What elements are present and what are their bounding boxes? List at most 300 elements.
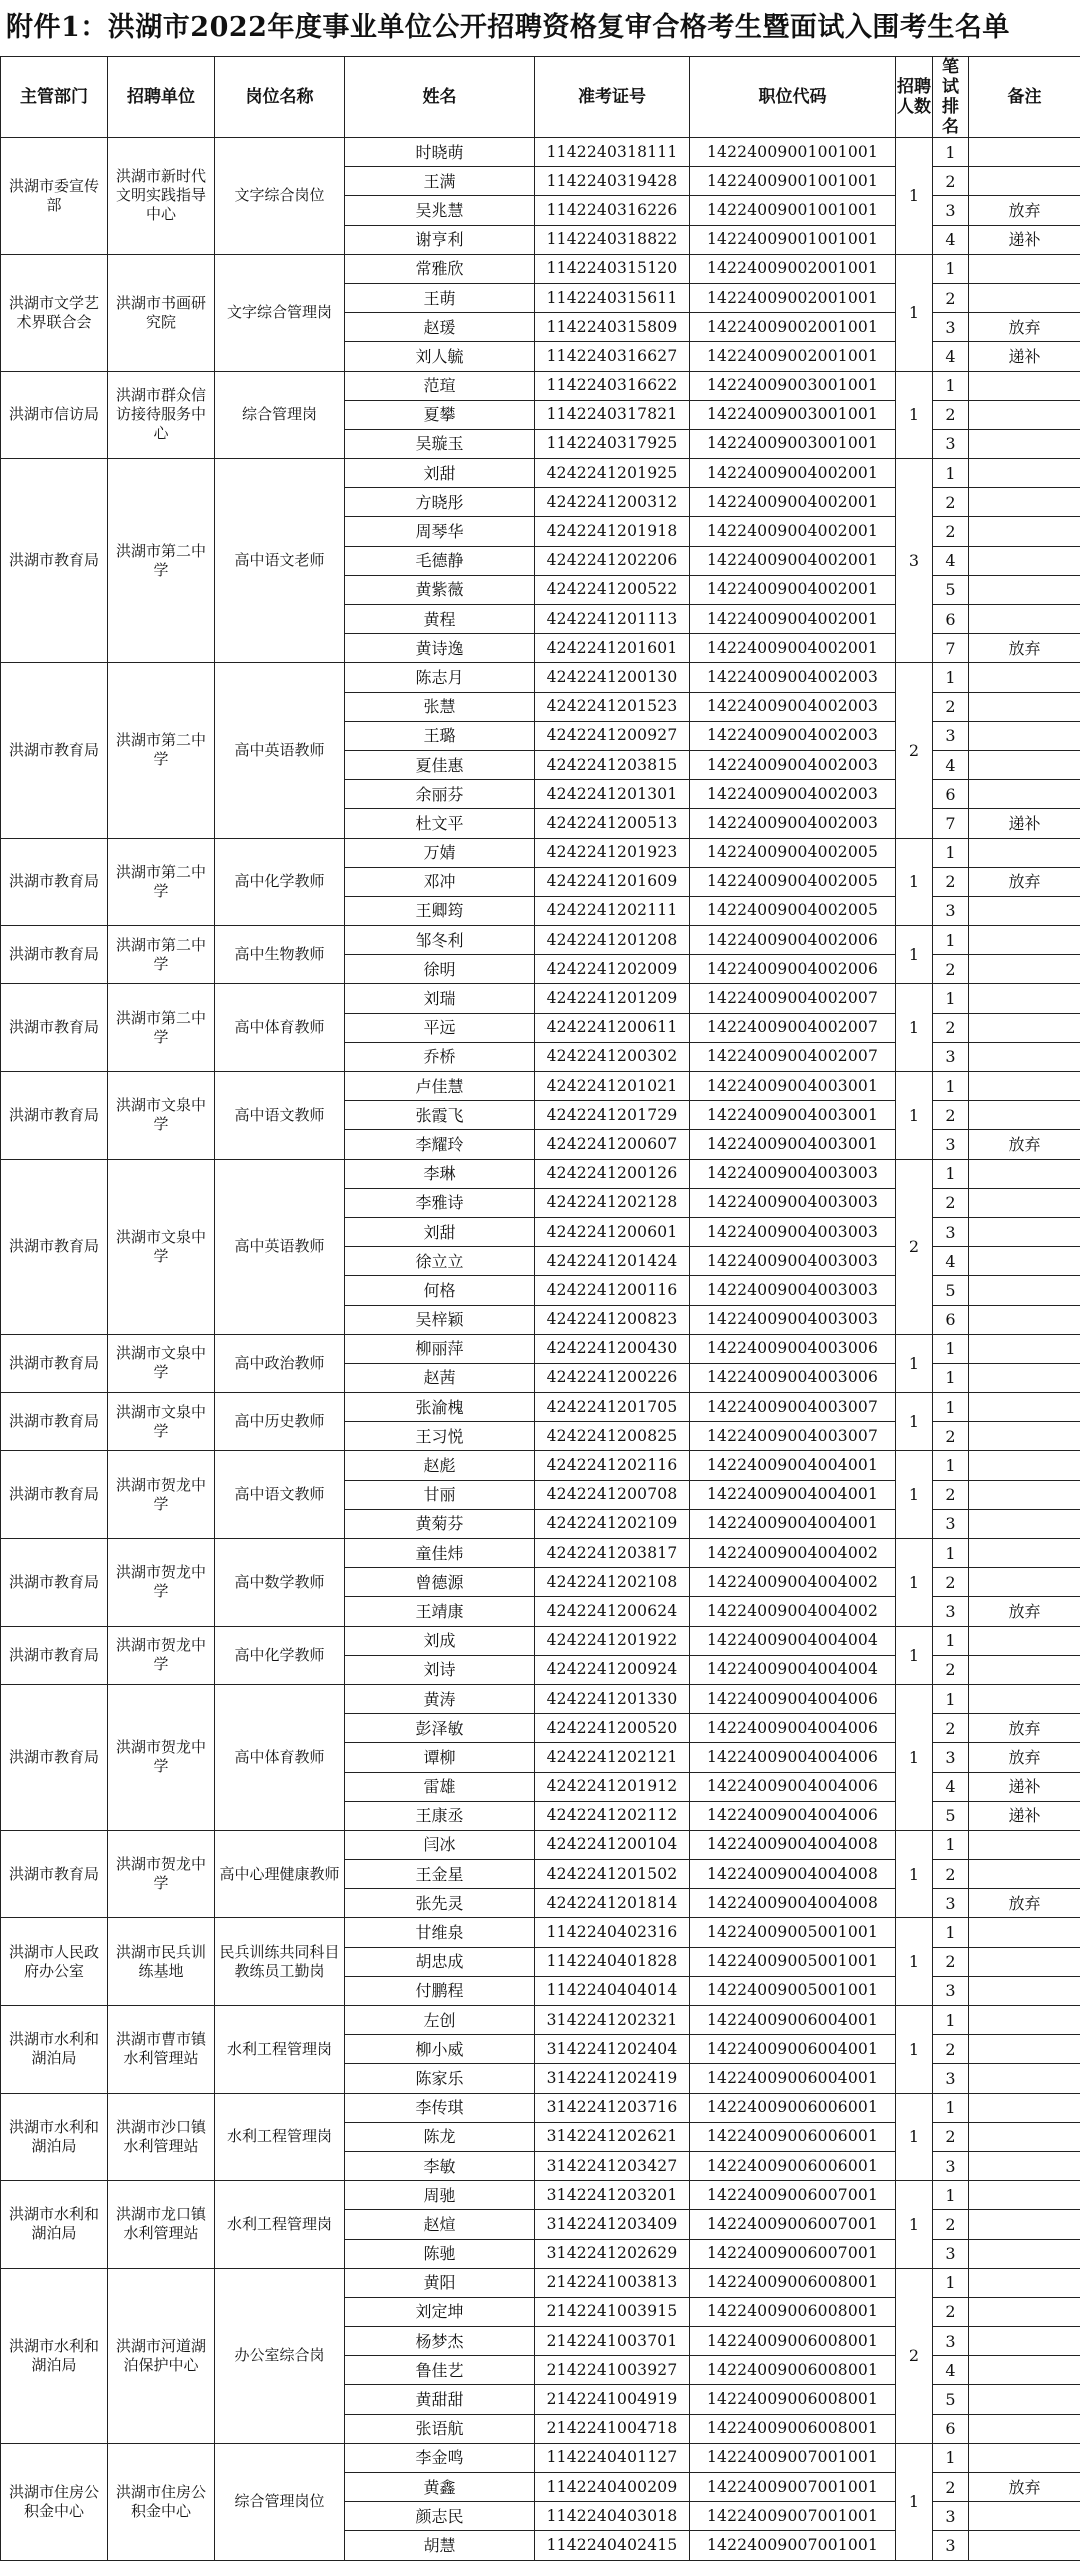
exam-id-cell: 4242241200601 (535, 1217, 690, 1246)
exam-id-cell: 1142240315809 (535, 313, 690, 342)
name-cell: 闫冰 (345, 1830, 535, 1859)
rank-cell: 7 (933, 634, 969, 663)
note-cell (969, 1247, 1080, 1276)
unit-cell: 洪湖市书画研究院 (108, 254, 215, 371)
exam-id-cell: 4242241201523 (535, 692, 690, 721)
name-cell: 刘诗 (345, 1655, 535, 1684)
note-cell: 递补 (969, 809, 1080, 838)
note-cell: 放弃 (969, 1743, 1080, 1772)
position-code-cell: 14224009006006001 (690, 2093, 896, 2122)
name-cell: 王卿筠 (345, 896, 535, 925)
position-code-cell: 14224009002001001 (690, 254, 896, 283)
note-cell (969, 2210, 1080, 2239)
unit-cell: 洪湖市贺龙中学 (108, 1451, 215, 1539)
name-cell: 王金星 (345, 1860, 535, 1889)
name-cell: 张渝槐 (345, 1393, 535, 1422)
note-cell (969, 984, 1080, 1013)
rank-cell: 5 (933, 1801, 969, 1830)
position-code-cell: 14224009006006001 (690, 2151, 896, 2180)
position-code-cell: 14224009003001001 (690, 429, 896, 458)
post-cell: 水利工程管理岗 (215, 2181, 345, 2269)
name-cell: 王萌 (345, 283, 535, 312)
rank-cell: 3 (933, 1597, 969, 1626)
name-cell: 李金鸣 (345, 2443, 535, 2472)
dept-cell: 洪湖市教育局 (1, 1451, 108, 1539)
note-cell: 放弃 (969, 2473, 1080, 2502)
quota-cell: 1 (896, 1072, 933, 1160)
rank-cell: 1 (933, 459, 969, 488)
exam-id-cell: 4242241202116 (535, 1451, 690, 1480)
position-code-cell: 14224009004002001 (690, 605, 896, 634)
unit-cell: 洪湖市第二中学 (108, 984, 215, 1072)
table-row (1, 2181, 1080, 2210)
position-code-cell: 14224009006008001 (690, 2297, 896, 2326)
name-cell: 黄诗逸 (345, 634, 535, 663)
note-cell (969, 1509, 1080, 1538)
name-cell: 陈龙 (345, 2122, 535, 2151)
exam-id-cell: 4242241200126 (535, 1159, 690, 1188)
unit-cell: 洪湖市文泉中学 (108, 1072, 215, 1160)
exam-id-cell: 1142240401828 (535, 1947, 690, 1976)
exam-id-cell: 4242241202108 (535, 1568, 690, 1597)
dept-cell: 洪湖市水利和湖泊局 (1, 2268, 108, 2443)
note-cell (969, 1976, 1080, 2005)
position-code-cell: 14224009007001001 (690, 2443, 896, 2472)
rank-cell: 5 (933, 1276, 969, 1305)
exam-id-cell: 4242241202111 (535, 896, 690, 925)
name-cell: 胡忠成 (345, 1947, 535, 1976)
note-cell: 放弃 (969, 196, 1080, 225)
position-code-cell: 14224009004003001 (690, 1101, 896, 1130)
position-code-cell: 14224009004004004 (690, 1626, 896, 1655)
exam-id-cell: 1142240402415 (535, 2531, 690, 2560)
unit-cell: 洪湖市群众信访接待服务中心 (108, 371, 215, 459)
name-cell: 黄鑫 (345, 2473, 535, 2502)
position-code-cell: 14224009005001001 (690, 1918, 896, 1947)
note-cell (969, 1947, 1080, 1976)
rank-cell: 1 (933, 1159, 969, 1188)
position-code-cell: 14224009004002003 (690, 721, 896, 750)
name-cell: 范瑄 (345, 371, 535, 400)
position-code-cell: 14224009005001001 (690, 1976, 896, 2005)
name-cell: 柳丽萍 (345, 1334, 535, 1363)
position-code-cell: 14224009001001001 (690, 225, 896, 254)
post-cell: 高中化学教师 (215, 838, 345, 926)
name-cell: 王满 (345, 167, 535, 196)
exam-id-cell: 3142241203427 (535, 2151, 690, 2180)
note-cell (969, 896, 1080, 925)
note-cell: 放弃 (969, 1714, 1080, 1743)
post-cell: 高中心理健康教师 (215, 1830, 345, 1918)
dept-cell: 洪湖市教育局 (1, 663, 108, 838)
position-code-cell: 14224009006007001 (690, 2210, 896, 2239)
name-cell: 刘甜 (345, 459, 535, 488)
dept-cell: 洪湖市教育局 (1, 984, 108, 1072)
name-cell: 周驰 (345, 2181, 535, 2210)
post-cell: 民兵训练共同科目教练员工勤岗 (215, 1918, 345, 2006)
rank-cell: 2 (933, 692, 969, 721)
note-cell (969, 429, 1080, 458)
position-code-cell: 14224009004003003 (690, 1159, 896, 1188)
exam-id-cell: 4242241201922 (535, 1626, 690, 1655)
rank-cell: 7 (933, 809, 969, 838)
dept-cell: 洪湖市教育局 (1, 459, 108, 663)
dept-cell: 洪湖市信访局 (1, 371, 108, 459)
quota-cell: 1 (896, 2181, 933, 2269)
name-cell: 余丽芬 (345, 780, 535, 809)
position-code-cell: 14224009004003003 (690, 1217, 896, 1246)
dept-cell: 洪湖市人民政府办公室 (1, 1918, 108, 2006)
position-code-cell: 14224009004002001 (690, 575, 896, 604)
page-title: 附件1：洪湖市2022年度事业单位公开招聘资格复审合格考生暨面试入围考生名单 (0, 0, 1080, 56)
position-code-cell: 14224009005001001 (690, 1947, 896, 1976)
position-code-cell: 14224009007001001 (690, 2531, 896, 2560)
name-cell: 王璐 (345, 721, 535, 750)
name-cell: 赵瑗 (345, 313, 535, 342)
unit-cell: 洪湖市新时代文明实践指导中心 (108, 138, 215, 255)
name-cell: 吴梓颖 (345, 1305, 535, 1334)
dept-cell: 洪湖市教育局 (1, 1072, 108, 1160)
position-code-cell: 14224009006004001 (690, 2006, 896, 2035)
name-cell: 甘维泉 (345, 1918, 535, 1947)
quota-cell: 1 (896, 1918, 933, 2006)
position-code-cell: 14224009004004001 (690, 1480, 896, 1509)
unit-cell: 洪湖市第二中学 (108, 926, 215, 984)
note-cell: 递补 (969, 1801, 1080, 1830)
exam-id-cell: 1142240402316 (535, 1918, 690, 1947)
exam-id-cell: 4242241200823 (535, 1305, 690, 1334)
exam-id-cell: 2142241004919 (535, 2385, 690, 2414)
note-cell (969, 2327, 1080, 2356)
unit-cell: 洪湖市贺龙中学 (108, 1539, 215, 1627)
rank-cell: 1 (933, 1393, 969, 1422)
table-row (1, 1159, 1080, 1188)
name-cell: 赵彪 (345, 1451, 535, 1480)
name-cell: 周琴华 (345, 517, 535, 546)
quota-cell: 1 (896, 138, 933, 255)
table-row (1, 2006, 1080, 2035)
note-cell (969, 1276, 1080, 1305)
name-cell: 刘人毓 (345, 342, 535, 371)
note-cell (969, 692, 1080, 721)
exam-id-cell: 4242241201601 (535, 634, 690, 663)
exam-id-cell: 4242241200104 (535, 1830, 690, 1859)
position-code-cell: 14224009004004006 (690, 1714, 896, 1743)
exam-id-cell: 4242241200226 (535, 1363, 690, 1392)
position-code-cell: 14224009004002001 (690, 488, 896, 517)
name-cell: 方晓彤 (345, 488, 535, 517)
note-cell (969, 400, 1080, 429)
note-cell (969, 1188, 1080, 1217)
rank-cell: 3 (933, 1042, 969, 1071)
name-cell: 何格 (345, 1276, 535, 1305)
table-row (1, 1334, 1080, 1363)
name-cell: 时晓萌 (345, 138, 535, 167)
position-code-cell: 14224009004003007 (690, 1422, 896, 1451)
position-code-cell: 14224009006007001 (690, 2239, 896, 2268)
exam-id-cell: 4242241202128 (535, 1188, 690, 1217)
post-cell: 高中英语教师 (215, 1159, 345, 1334)
note-cell (969, 254, 1080, 283)
quota-cell: 1 (896, 1334, 933, 1392)
post-cell: 综合管理岗 (215, 371, 345, 459)
exam-id-cell: 4242241203815 (535, 750, 690, 779)
dept-cell: 洪湖市教育局 (1, 1626, 108, 1684)
name-cell: 徐明 (345, 955, 535, 984)
table-row (1, 1830, 1080, 1859)
note-cell (969, 1480, 1080, 1509)
note-cell (969, 2122, 1080, 2151)
name-cell: 卢佳慧 (345, 1072, 535, 1101)
note-cell (969, 1305, 1080, 1334)
position-code-cell: 14224009004004002 (690, 1539, 896, 1568)
name-cell: 刘甜 (345, 1217, 535, 1246)
rank-cell: 3 (933, 1130, 969, 1159)
quota-cell: 1 (896, 1830, 933, 1918)
name-cell: 陈驰 (345, 2239, 535, 2268)
note-cell (969, 575, 1080, 604)
position-code-cell: 14224009004002001 (690, 546, 896, 575)
header-quota: 招聘人数 (896, 57, 933, 138)
table-row (1, 984, 1080, 1013)
name-cell: 黄程 (345, 605, 535, 634)
position-code-cell: 14224009004003007 (690, 1393, 896, 1422)
position-code-cell: 14224009004004008 (690, 1830, 896, 1859)
exam-id-cell: 4242241201918 (535, 517, 690, 546)
position-code-cell: 14224009004003001 (690, 1072, 896, 1101)
position-code-cell: 14224009004002005 (690, 838, 896, 867)
unit-cell: 洪湖市沙口镇水利管理站 (108, 2093, 215, 2181)
quota-cell: 2 (896, 663, 933, 838)
rank-cell: 5 (933, 2385, 969, 2414)
rank-cell: 1 (933, 1684, 969, 1713)
rank-cell: 1 (933, 1072, 969, 1101)
rank-cell: 2 (933, 2297, 969, 2326)
note-cell (969, 750, 1080, 779)
position-code-cell: 14224009007001001 (690, 2502, 896, 2531)
name-cell: 鲁佳艺 (345, 2356, 535, 2385)
rank-cell: 6 (933, 605, 969, 634)
position-code-cell: 14224009006008001 (690, 2385, 896, 2414)
exam-id-cell: 3142241202404 (535, 2035, 690, 2064)
note-cell (969, 517, 1080, 546)
rank-cell: 2 (933, 2473, 969, 2502)
name-cell: 彭泽敏 (345, 1714, 535, 1743)
note-cell (969, 1042, 1080, 1071)
note-cell (969, 1655, 1080, 1684)
note-cell: 放弃 (969, 1889, 1080, 1918)
rank-cell: 3 (933, 429, 969, 458)
position-code-cell: 14224009004003003 (690, 1188, 896, 1217)
dept-cell: 洪湖市教育局 (1, 838, 108, 926)
position-code-cell: 14224009006004001 (690, 2064, 896, 2093)
name-cell: 夏佳惠 (345, 750, 535, 779)
table-row (1, 1626, 1080, 1655)
position-code-cell: 14224009004002003 (690, 809, 896, 838)
position-code-cell: 14224009004002001 (690, 517, 896, 546)
exam-id-cell: 2142241003915 (535, 2297, 690, 2326)
exam-id-cell: 4242241200522 (535, 575, 690, 604)
rank-cell: 2 (933, 1860, 969, 1889)
position-code-cell: 14224009001001001 (690, 167, 896, 196)
note-cell (969, 780, 1080, 809)
name-cell: 刘瑞 (345, 984, 535, 1013)
note-cell (969, 2239, 1080, 2268)
exam-id-cell: 4242241201424 (535, 1247, 690, 1276)
name-cell: 李琳 (345, 1159, 535, 1188)
name-cell: 赵茜 (345, 1363, 535, 1392)
note-cell (969, 1334, 1080, 1363)
table-row (1, 838, 1080, 867)
rank-cell: 1 (933, 138, 969, 167)
position-code-cell: 14224009004004002 (690, 1597, 896, 1626)
position-code-cell: 14224009004002006 (690, 926, 896, 955)
quota-cell: 1 (896, 838, 933, 926)
name-cell: 童佳炜 (345, 1539, 535, 1568)
position-code-cell: 14224009007001001 (690, 2473, 896, 2502)
unit-cell: 洪湖市第二中学 (108, 459, 215, 663)
name-cell: 刘定坤 (345, 2297, 535, 2326)
dept-cell: 洪湖市文学艺术界联合会 (1, 254, 108, 371)
note-cell (969, 2181, 1080, 2210)
rank-cell: 2 (933, 1568, 969, 1597)
rank-cell: 1 (933, 1334, 969, 1363)
note-cell (969, 488, 1080, 517)
name-cell: 邓冲 (345, 867, 535, 896)
unit-cell: 洪湖市住房公积金中心 (108, 2443, 215, 2560)
name-cell: 柳小威 (345, 2035, 535, 2064)
rank-cell: 2 (933, 2035, 969, 2064)
position-code-cell: 14224009006006001 (690, 2122, 896, 2151)
note-cell: 递补 (969, 225, 1080, 254)
exam-id-cell: 1142240316622 (535, 371, 690, 400)
position-code-cell: 14224009006008001 (690, 2356, 896, 2385)
position-code-cell: 14224009004003006 (690, 1363, 896, 1392)
quota-cell: 1 (896, 2093, 933, 2181)
quota-cell: 2 (896, 2268, 933, 2443)
position-code-cell: 14224009004003001 (690, 1130, 896, 1159)
rank-cell: 3 (933, 896, 969, 925)
name-cell: 陈家乐 (345, 2064, 535, 2093)
exam-id-cell: 4242241201208 (535, 926, 690, 955)
note-cell (969, 1363, 1080, 1392)
name-cell: 雷雄 (345, 1772, 535, 1801)
name-cell: 李传琪 (345, 2093, 535, 2122)
post-cell: 文字综合岗位 (215, 138, 345, 255)
exam-id-cell: 4242241200927 (535, 721, 690, 750)
position-code-cell: 14224009004003003 (690, 1305, 896, 1334)
post-cell: 综合管理岗位 (215, 2443, 345, 2560)
rank-cell: 2 (933, 517, 969, 546)
position-code-cell: 14224009004004004 (690, 1655, 896, 1684)
table-row (1, 663, 1080, 692)
rank-cell: 1 (933, 2093, 969, 2122)
quota-cell: 1 (896, 2006, 933, 2094)
exam-id-cell: 3142241203201 (535, 2181, 690, 2210)
note-cell (969, 2093, 1080, 2122)
position-code-cell: 14224009004002003 (690, 692, 896, 721)
table-row (1, 371, 1080, 400)
position-code-cell: 14224009004002007 (690, 1013, 896, 1042)
note-cell (969, 1159, 1080, 1188)
position-code-cell: 14224009004003003 (690, 1247, 896, 1276)
name-cell: 黄阳 (345, 2268, 535, 2297)
exam-id-cell: 4242241200130 (535, 663, 690, 692)
exam-id-cell: 1142240403018 (535, 2502, 690, 2531)
rank-cell: 1 (933, 1363, 969, 1392)
rank-cell: 1 (933, 2181, 969, 2210)
unit-cell: 洪湖市贺龙中学 (108, 1684, 215, 1830)
name-cell: 左创 (345, 2006, 535, 2035)
exam-id-cell: 1142240400209 (535, 2473, 690, 2502)
quota-cell: 2 (896, 1159, 933, 1334)
post-cell: 高中历史教师 (215, 1393, 345, 1451)
rank-cell: 2 (933, 955, 969, 984)
note-cell (969, 1422, 1080, 1451)
dept-cell: 洪湖市水利和湖泊局 (1, 2006, 108, 2094)
note-cell (969, 2502, 1080, 2531)
rank-cell: 6 (933, 2414, 969, 2443)
post-cell: 高中生物教师 (215, 926, 345, 984)
exam-id-cell: 4242241201209 (535, 984, 690, 1013)
rank-cell: 3 (933, 1889, 969, 1918)
unit-cell: 洪湖市文泉中学 (108, 1159, 215, 1334)
dept-cell: 洪湖市教育局 (1, 1830, 108, 1918)
dept-cell: 洪湖市水利和湖泊局 (1, 2181, 108, 2269)
note-cell (969, 371, 1080, 400)
name-cell: 杨梦杰 (345, 2327, 535, 2356)
name-cell: 黄菊芬 (345, 1509, 535, 1538)
exam-id-cell: 3142241203716 (535, 2093, 690, 2122)
dept-cell: 洪湖市住房公积金中心 (1, 2443, 108, 2560)
position-code-cell: 14224009004002007 (690, 984, 896, 1013)
post-cell: 高中政治教师 (215, 1334, 345, 1392)
note-cell (969, 1393, 1080, 1422)
exam-id-cell: 4242241201814 (535, 1889, 690, 1918)
rank-cell: 2 (933, 1101, 969, 1130)
quota-cell: 3 (896, 459, 933, 663)
rank-cell: 2 (933, 167, 969, 196)
unit-cell: 洪湖市贺龙中学 (108, 1830, 215, 1918)
exam-id-cell: 2142241003927 (535, 2356, 690, 2385)
exam-id-cell: 4242241200520 (535, 1714, 690, 1743)
header-row (1, 57, 1080, 138)
quota-cell: 1 (896, 1451, 933, 1539)
name-cell: 平远 (345, 1013, 535, 1042)
post-cell: 高中体育教师 (215, 1684, 345, 1830)
exam-id-cell: 4242241201705 (535, 1393, 690, 1422)
exam-id-cell: 2142241003701 (535, 2327, 690, 2356)
position-code-cell: 14224009004004006 (690, 1801, 896, 1830)
exam-id-cell: 4242241201301 (535, 780, 690, 809)
post-cell: 高中语文教师 (215, 1451, 345, 1539)
name-cell: 杜文平 (345, 809, 535, 838)
note-cell (969, 2443, 1080, 2472)
rank-cell: 3 (933, 721, 969, 750)
name-cell: 毛德静 (345, 546, 535, 575)
position-code-cell: 14224009004004001 (690, 1509, 896, 1538)
name-cell: 夏攀 (345, 400, 535, 429)
name-cell: 张先灵 (345, 1889, 535, 1918)
name-cell: 陈志月 (345, 663, 535, 692)
rank-cell: 2 (933, 1013, 969, 1042)
post-cell: 高中语文教师 (215, 1072, 345, 1160)
table-row (1, 2443, 1080, 2472)
note-cell (969, 2035, 1080, 2064)
position-code-cell: 14224009006008001 (690, 2414, 896, 2443)
note-cell (969, 2356, 1080, 2385)
exam-id-cell: 4242241201113 (535, 605, 690, 634)
